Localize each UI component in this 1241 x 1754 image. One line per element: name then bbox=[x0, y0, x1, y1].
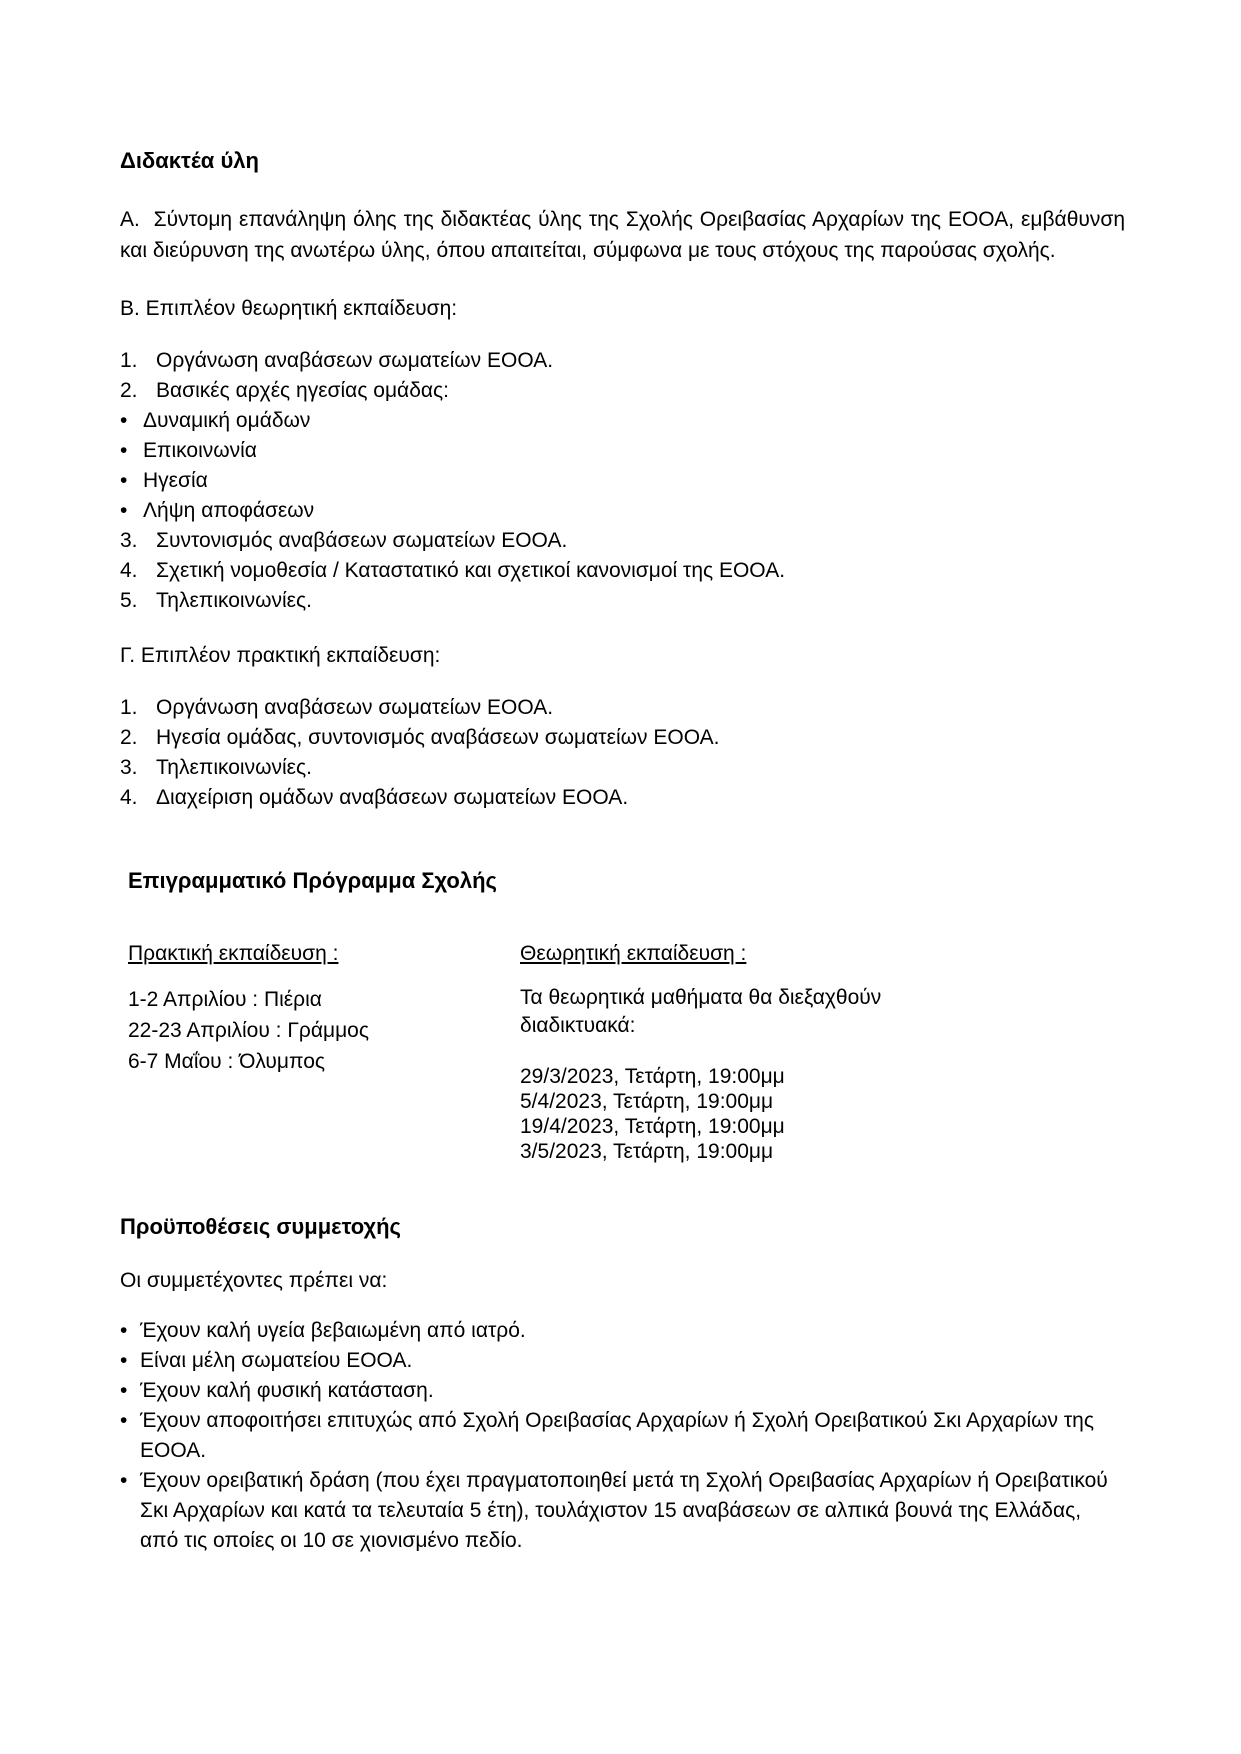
list-marker: 3. bbox=[120, 529, 138, 552]
bullet-marker: • bbox=[120, 1349, 128, 1372]
list-item-text: Τηλεπικοινωνίες. bbox=[156, 756, 312, 779]
list-item-text: Τηλεπικοινωνίες. bbox=[156, 589, 312, 612]
list-item-text: Είναι μέλη σωματείου ΕΟΟΑ. bbox=[140, 1349, 413, 1372]
heading-program-summary: Επιγραμματικό Πρόγραμμα Σχολής bbox=[128, 868, 497, 893]
bullet-marker: • bbox=[120, 1319, 128, 1342]
list-item-text: Οργάνωση αναβάσεων σωματείων ΕΟΟΑ. bbox=[156, 349, 554, 372]
list-item bbox=[120, 556, 1125, 586]
list-item bbox=[120, 1466, 1125, 1556]
list-item bbox=[120, 693, 1125, 723]
list-item bbox=[120, 783, 1125, 813]
list-marker: 3. bbox=[120, 756, 138, 779]
column-header-practical: Πρακτική εκπαίδευση : bbox=[128, 942, 339, 965]
bullet-marker: • bbox=[120, 469, 128, 492]
list-item-text: Έχουν αποφοιτήσει επιτυχώς από Σχολή Ορειβασίας Αρχαρίων ή Σχολή Ορειβατικού Σκι Αρχαρίων της ΕΟΟΑ. bbox=[140, 1409, 1094, 1462]
bullet-marker: • bbox=[120, 1379, 128, 1402]
session-row: 29/3/2023, Τετάρτη, 19:00μμ bbox=[520, 1065, 785, 1088]
list-item bbox=[120, 753, 1125, 783]
requirements-list bbox=[120, 1316, 1125, 1556]
theoretical-topics-list bbox=[120, 346, 1125, 616]
heading-participation-requirements: Προϋποθέσεις συμμετοχής bbox=[120, 1214, 401, 1239]
practical-schedule-rows bbox=[128, 984, 520, 1077]
session-row: 3/5/2023, Τετάρτη, 19:00μμ bbox=[520, 1140, 774, 1163]
schedule-row: 6-7 Μαΐου : Όλυμπος bbox=[128, 1050, 325, 1073]
theoretical-intro-text: Τα θεωρητικά μαθήματα θα διεξαχθούν διαδικτυακά: bbox=[520, 986, 882, 1037]
list-item bbox=[120, 586, 1125, 616]
list-item-text: Δυναμική ομάδων bbox=[143, 409, 311, 432]
practical-topics-list bbox=[120, 693, 1125, 813]
practical-training-column bbox=[128, 939, 520, 1164]
list-item-text: Επικοινωνία bbox=[143, 439, 257, 462]
list-marker: 4. bbox=[120, 786, 138, 809]
list-item bbox=[120, 526, 1125, 556]
list-item bbox=[120, 346, 1125, 376]
list-item-text: Ηγεσία bbox=[143, 469, 208, 492]
page-content bbox=[120, 146, 1125, 1556]
list-item-text: Σχετική νομοθεσία / Καταστατικό και σχετικοί κανονισμοί της ΕΟΟΑ. bbox=[156, 559, 786, 582]
heading-section-b-theoretical: Β. Επιπλέον θεωρητική εκπαίδευση: bbox=[120, 297, 458, 320]
schedule-row: 1-2 Απριλίου : Πιέρια bbox=[128, 988, 322, 1011]
list-item-text: Ηγεσία ομάδας, συντονισμός αναβάσεων σωματείων ΕΟΟΑ. bbox=[156, 726, 720, 749]
list-item bbox=[120, 466, 1125, 496]
list-marker: 4. bbox=[120, 559, 138, 582]
list-item bbox=[120, 496, 1125, 526]
bullet-marker: • bbox=[120, 439, 128, 462]
list-item-text: Έχουν ορειβατική δράση (που έχει πραγματοποιηθεί μετά τη Σχολή Ορειβασίας Αρχαρίων ή Ορειβατικού Σκι Αρχαρίων και κατά τα τελευταία 5 έτη), τουλάχιστον 15 αναβάσεων σε αλπικά βουνά της Ελλάδας, από τις οποίες οι 10 σε χιονισμένο πεδίο. bbox=[140, 1469, 1108, 1552]
list-item bbox=[120, 1316, 1125, 1346]
column-header-theoretical: Θεωρητική εκπαίδευση : bbox=[520, 942, 747, 965]
list-item bbox=[120, 1346, 1125, 1376]
list-item bbox=[120, 376, 1125, 406]
bullet-marker: • bbox=[120, 409, 128, 432]
paragraph-section-a: Α. Σύντομη επανάληψη όλης της διδακτέας ύλης της Σχολής Ορειβασίας Αρχαρίων της ΕΟΟΑ, εμβάθυνση και διεύρυνση της ανωτέρω ύλης, όπου απαιτείται, σύμφωνα με τους στόχους της παρούσας σχολής. bbox=[120, 208, 1125, 262]
list-item bbox=[120, 1406, 1125, 1466]
list-marker: 2. bbox=[120, 726, 138, 749]
list-item-text: Έχουν καλή υγεία βεβαιωμένη από ιατρό. bbox=[140, 1319, 526, 1342]
list-marker: 1. bbox=[120, 696, 138, 719]
list-item-text: Βασικές αρχές ηγεσίας ομάδας: bbox=[156, 379, 449, 402]
heading-section-c-practical: Γ. Επιπλέον πρακτική εκπαίδευση: bbox=[120, 644, 441, 667]
list-marker: 5. bbox=[120, 589, 138, 612]
heading-teaching-material: Διδακτέα ύλη bbox=[120, 148, 259, 173]
schedule-row: 22-23 Απριλίου : Γράμμος bbox=[128, 1019, 369, 1042]
list-marker: 2. bbox=[120, 379, 138, 402]
requirements-intro-text: Οι συμμετέχοντες πρέπει να: bbox=[120, 1269, 388, 1292]
list-item-text: Διαχείριση ομάδων αναβάσεων σωματείων ΕΟΟΑ. bbox=[156, 786, 629, 809]
theoretical-session-rows bbox=[520, 1064, 980, 1164]
list-item-text: Λήψη αποφάσεων bbox=[143, 499, 315, 522]
list-item-text: Οργάνωση αναβάσεων σωματείων ΕΟΟΑ. bbox=[156, 696, 554, 719]
bullet-marker: • bbox=[120, 1409, 128, 1432]
list-item bbox=[120, 723, 1125, 753]
list-marker: 1. bbox=[120, 349, 138, 372]
theoretical-training-column bbox=[520, 939, 980, 1164]
list-item bbox=[120, 436, 1125, 466]
list-item bbox=[120, 406, 1125, 436]
list-item-text: Συντονισμός αναβάσεων σωματείων ΕΟΟΑ. bbox=[156, 529, 568, 552]
bullet-marker: • bbox=[120, 499, 128, 522]
bullet-marker: • bbox=[120, 1469, 128, 1492]
session-row: 19/4/2023, Τετάρτη, 19:00μμ bbox=[520, 1115, 785, 1138]
session-row: 5/4/2023, Τετάρτη, 19:00μμ bbox=[520, 1090, 774, 1113]
list-item-text: Έχουν καλή φυσική κατάσταση. bbox=[140, 1379, 434, 1402]
list-item bbox=[120, 1376, 1125, 1406]
program-columns bbox=[128, 939, 1125, 1164]
